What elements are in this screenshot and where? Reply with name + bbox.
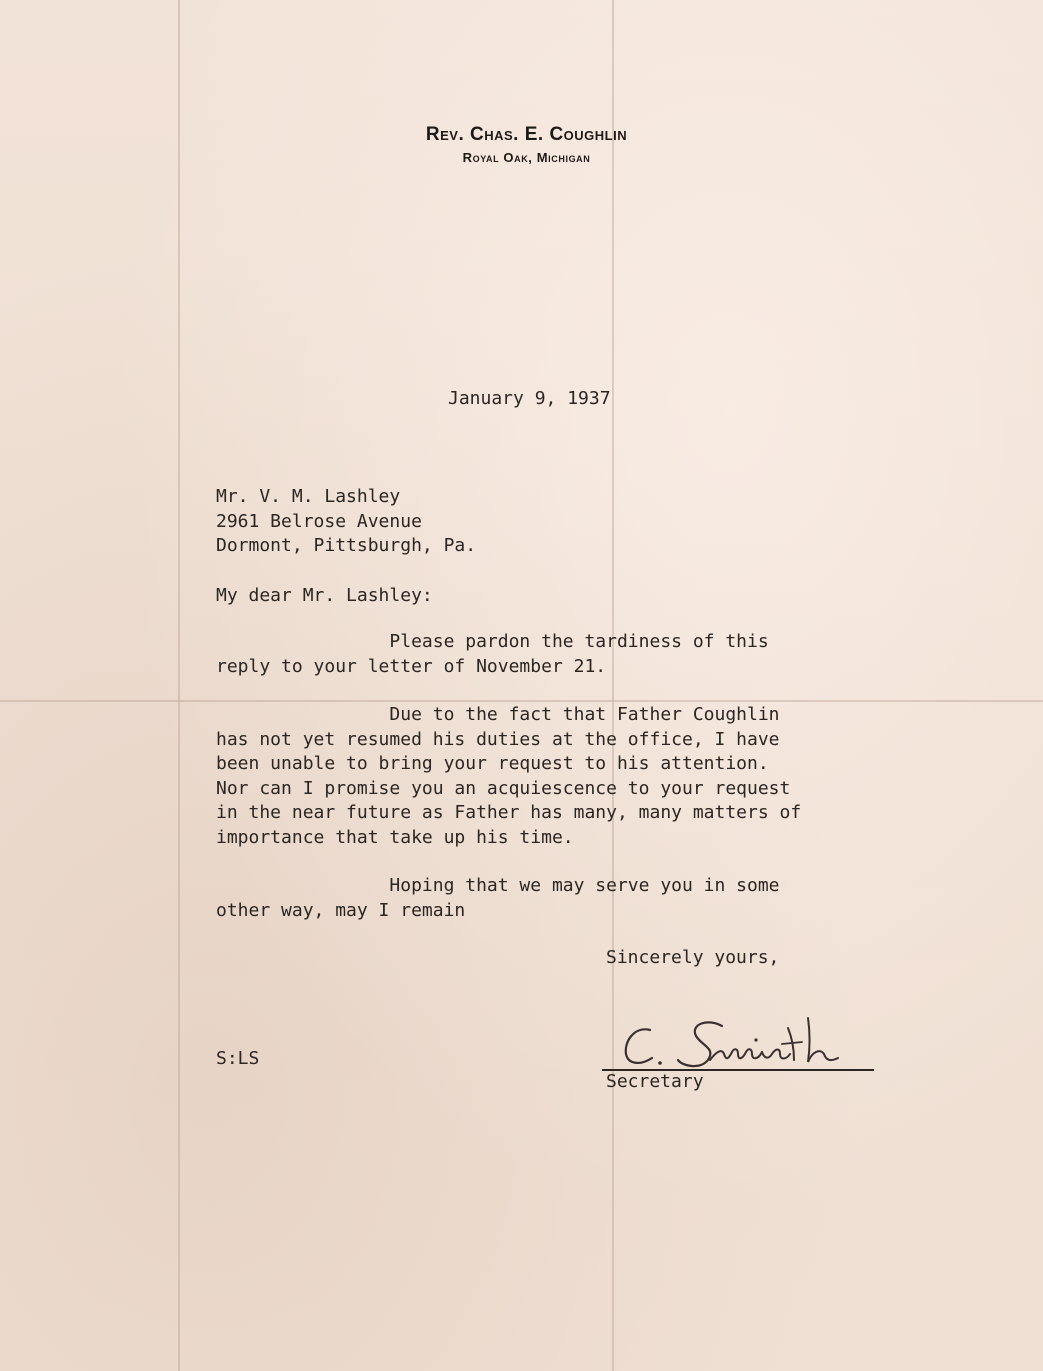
salutation: My dear Mr. Lashley: [216,585,433,606]
paragraph-2 [216,703,801,850]
paragraph-3 [216,874,780,923]
body-line: Nor can I promise you an acquiescence to your request [216,777,791,799]
recipient-city: Dormont, Pittsburgh, Pa. [216,535,477,556]
fold-crease [612,0,614,1371]
letterhead-name: Rev. Chas. E. Coughlin [425,124,628,145]
fold-crease [0,700,1043,702]
body-line: other way, may I remain [216,899,466,921]
letter-date: January 9, 1937 [448,388,611,409]
recipient-street: 2961 Belrose Avenue [216,510,422,532]
typist-initials: S:LS [216,1048,260,1069]
recipient-address [216,485,476,559]
body-line: been unable to bring your request to his attention. [216,753,769,774]
body-line: Hoping that we may serve you in some [216,875,780,896]
letterhead-location: Royal Oak, Michigan [462,150,591,165]
body-line: Due to the fact that Father Coughlin [216,704,780,725]
signer-title: Secretary [606,1071,704,1092]
body-line: Please pardon the tardiness of this [216,631,769,652]
handwritten-signature [612,1008,852,1078]
recipient-name: Mr. V. M. Lashley [216,486,401,507]
body-line: importance that take up his time. [216,826,574,848]
paragraph-1 [216,630,769,679]
body-line: has not yet resumed his duties at the office, I have [216,728,780,750]
closing: Sincerely yours, [606,947,780,968]
body-line: reply to your letter of November 21. [216,655,607,677]
body-line: in the near future as Father has many, many matters of [216,802,802,823]
fold-crease [178,0,180,1371]
